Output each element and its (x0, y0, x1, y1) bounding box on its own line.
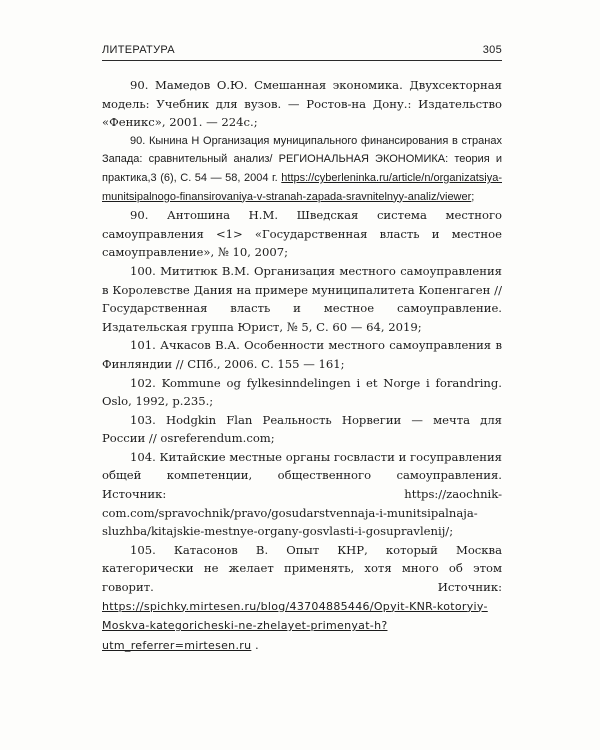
reference-text: 103. Hodgkin Flan Реальность Норвегии — мечта для России // osreferendum.com; (102, 412, 502, 446)
reference-item (102, 374, 502, 411)
reference-text: 102. Kommune og fylkesinndelingen i et Norge i forandring. Oslo, 1992, p.235.; (102, 375, 502, 409)
reference-link[interactable]: https://cyberleninka.ru/article/n/organizatsiya-munitsipalnogo-finansirovaniya-v-stranah-zapada-sravnitelnyy-analiz/viewer (102, 171, 502, 203)
reference-tail: . (251, 637, 259, 652)
reference-text: 104. Китайские местные органы госвласти и госуправления общей компетенции, общественного самоуправления. Источник: https://zaochnik-com.com/spravochnik/pravo/gosudarstvennaja-i-munitsipalnaja-sluzhba/kitajskie-mestnye-organy-gosvlasti-i-gosupravlenij/; (102, 449, 502, 539)
reference-text: 100. Мититюк В.М. Организация местного самоуправления в Королевстве Дания на примере муниципалитета Копенгаген // Государственная власть и местное самоуправление. Издательская группа Юрист, № 5, С. 60 — 64, 2019; (102, 263, 502, 334)
reference-text: 101. Ачкасов В.А. Особенности местного самоуправления в Финляндии // СПб., 2006. С. 155 — 161; (102, 338, 502, 371)
reference-item (102, 336, 502, 373)
reference-text: 105. Катасонов В. Опыт КНР, который Москва категорически не желает применять, хотя много об этом говорит. Источник: (102, 542, 502, 595)
reference-text: 90. Кынина Н Организация муниципального финансирования в странах Запада: сравнительный анализ/ РЕГИОНАЛЬНАЯ ЭКОНОМИКА: теория и практика,3 (6), С. 54 — 58, 2004 г. (102, 134, 502, 184)
reference-item (102, 262, 502, 336)
running-header (102, 44, 502, 61)
reference-link[interactable]: https://spichky.mirtesen.ru/blog/43704885446/Opyit-KNR-kotoryiy-Moskva-kategoricheski-ne-zhelayet-primenyat-h?utm_referrer=mirtesen.ru (102, 599, 488, 652)
reference-item (102, 76, 502, 132)
reference-tail: ; (471, 190, 475, 203)
reference-text: 90. Антошина Н.М. Шведская система местного самоуправления <1> «Государственная власть и местное самоуправление», № 10, 2007; (102, 208, 502, 260)
reference-item (102, 541, 502, 656)
reference-item (102, 132, 502, 206)
reference-text: 90. Мамедов О.Ю. Смешанная экономика. Двухсекторная модель: Учебник для вузов. — Ростов-на Дону.: Издательство «Феникс», 2001. — 224с.; (102, 78, 502, 130)
reference-list (102, 76, 502, 655)
reference-item (102, 411, 502, 448)
section-title: ЛИТЕРАТУРА (102, 44, 175, 56)
reference-item (102, 448, 502, 541)
reference-item (102, 206, 502, 262)
page-number: 305 (482, 44, 502, 56)
